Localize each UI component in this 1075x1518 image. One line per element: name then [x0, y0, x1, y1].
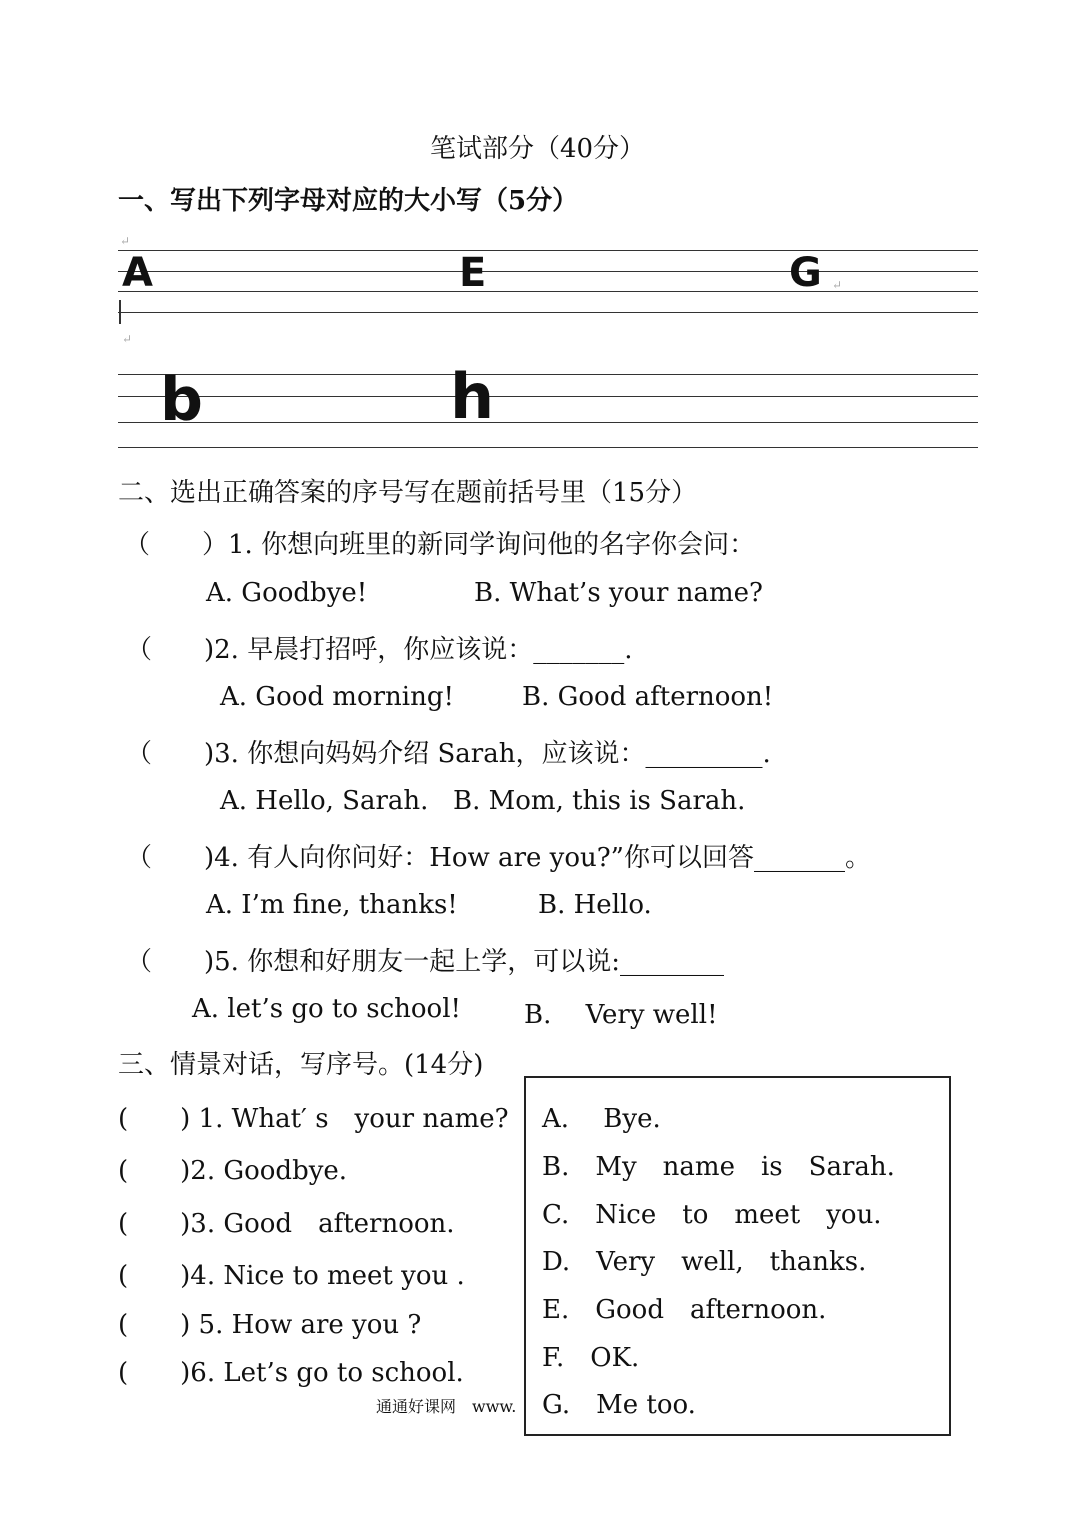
dialog-item-4: ( )4. Nice to meet you .	[118, 1261, 465, 1291]
dialog-item-6: ( )6. Let’s go to school.	[118, 1358, 464, 1388]
question-2: （ )2. 早晨打招呼，你应该说：_______.	[126, 635, 633, 665]
letter-b-lower: b	[160, 365, 203, 435]
question-1-option-b: B. What’s your name?	[474, 578, 763, 608]
section3-heading: 三、情景对话，写序号。(14分)	[118, 1050, 484, 1080]
answer-option-b: B. My name is Sarah.	[542, 1152, 895, 1182]
answer-option-e: E. Good afternoon.	[542, 1295, 827, 1325]
writing-line	[118, 396, 978, 397]
question-3-option-a: A. Hello, Sarah.	[220, 786, 429, 816]
question-4-option-b: B. Hello.	[538, 890, 652, 920]
answer-option-f: F. OK.	[542, 1343, 640, 1373]
question-1-option-a: A. Goodbye!	[206, 578, 368, 608]
section2-heading: 二、选出正确答案的序号写在题前括号里（15分）	[118, 478, 698, 508]
answer-option-d: D. Very well, thanks.	[542, 1247, 867, 1277]
dialog-item-1: ( ) 1. What′ s your name?	[118, 1104, 509, 1134]
question-5: （ )5. 你想和好朋友一起上学，可以说:________	[126, 947, 724, 977]
question-2-option-a: A. Good morning!	[220, 682, 454, 712]
writing-line	[118, 374, 978, 375]
answer-option-g: G. Me too.	[542, 1390, 696, 1420]
footer-watermark: 通通好课网 www.	[376, 1397, 517, 1416]
question-1: （ ）1. 你想向班里的新同学询问他的名字你会问：	[124, 530, 756, 560]
paragraph-mark-icon: ↵	[832, 278, 843, 292]
question-2-option-b: B. Good afternoon!	[522, 682, 774, 712]
page-title: 笔试部分（40分）	[429, 134, 646, 164]
question-3: （ )3. 你想向妈妈介绍 Sarah，应该说：_________.	[126, 739, 771, 769]
paragraph-mark-icon: ↵	[122, 332, 133, 346]
question-5-option-a: A. let’s go to school!	[192, 994, 461, 1024]
answer-options-box	[524, 1076, 951, 1436]
section1-heading: 一、写出下列字母对应的大小写（5分）	[118, 186, 579, 216]
paragraph-mark-icon: ↵	[120, 234, 131, 248]
letter-h-lower: h	[450, 360, 495, 433]
dialog-item-3: ( )3. Good afternoon.	[118, 1209, 455, 1239]
answer-option-a: A. Bye.	[542, 1104, 661, 1134]
question-4: （ )4. 有人向你问好：How are you?”你可以回答_______。	[126, 843, 871, 873]
dialog-item-5: ( ) 5. How are you ?	[118, 1310, 422, 1340]
question-5-option-b: B. Very well!	[524, 1000, 718, 1030]
writing-line	[118, 312, 978, 313]
writing-line	[118, 291, 978, 292]
question-3-option-b: B. Mom, this is Sarah.	[453, 786, 746, 816]
question-4-option-a: A. I’m fine, thanks!	[206, 890, 458, 920]
writing-line	[118, 422, 978, 423]
dialog-item-2: ( )2. Goodbye.	[118, 1156, 348, 1186]
letter-g-upper: G	[789, 250, 822, 296]
writing-line	[118, 250, 978, 251]
letter-e-upper: E	[459, 250, 487, 296]
letter-a-upper: A	[122, 250, 153, 296]
writing-line	[118, 271, 978, 272]
answer-option-c: C. Nice to meet you.	[542, 1200, 882, 1230]
cursor-mark	[119, 300, 121, 324]
writing-line	[118, 447, 978, 448]
